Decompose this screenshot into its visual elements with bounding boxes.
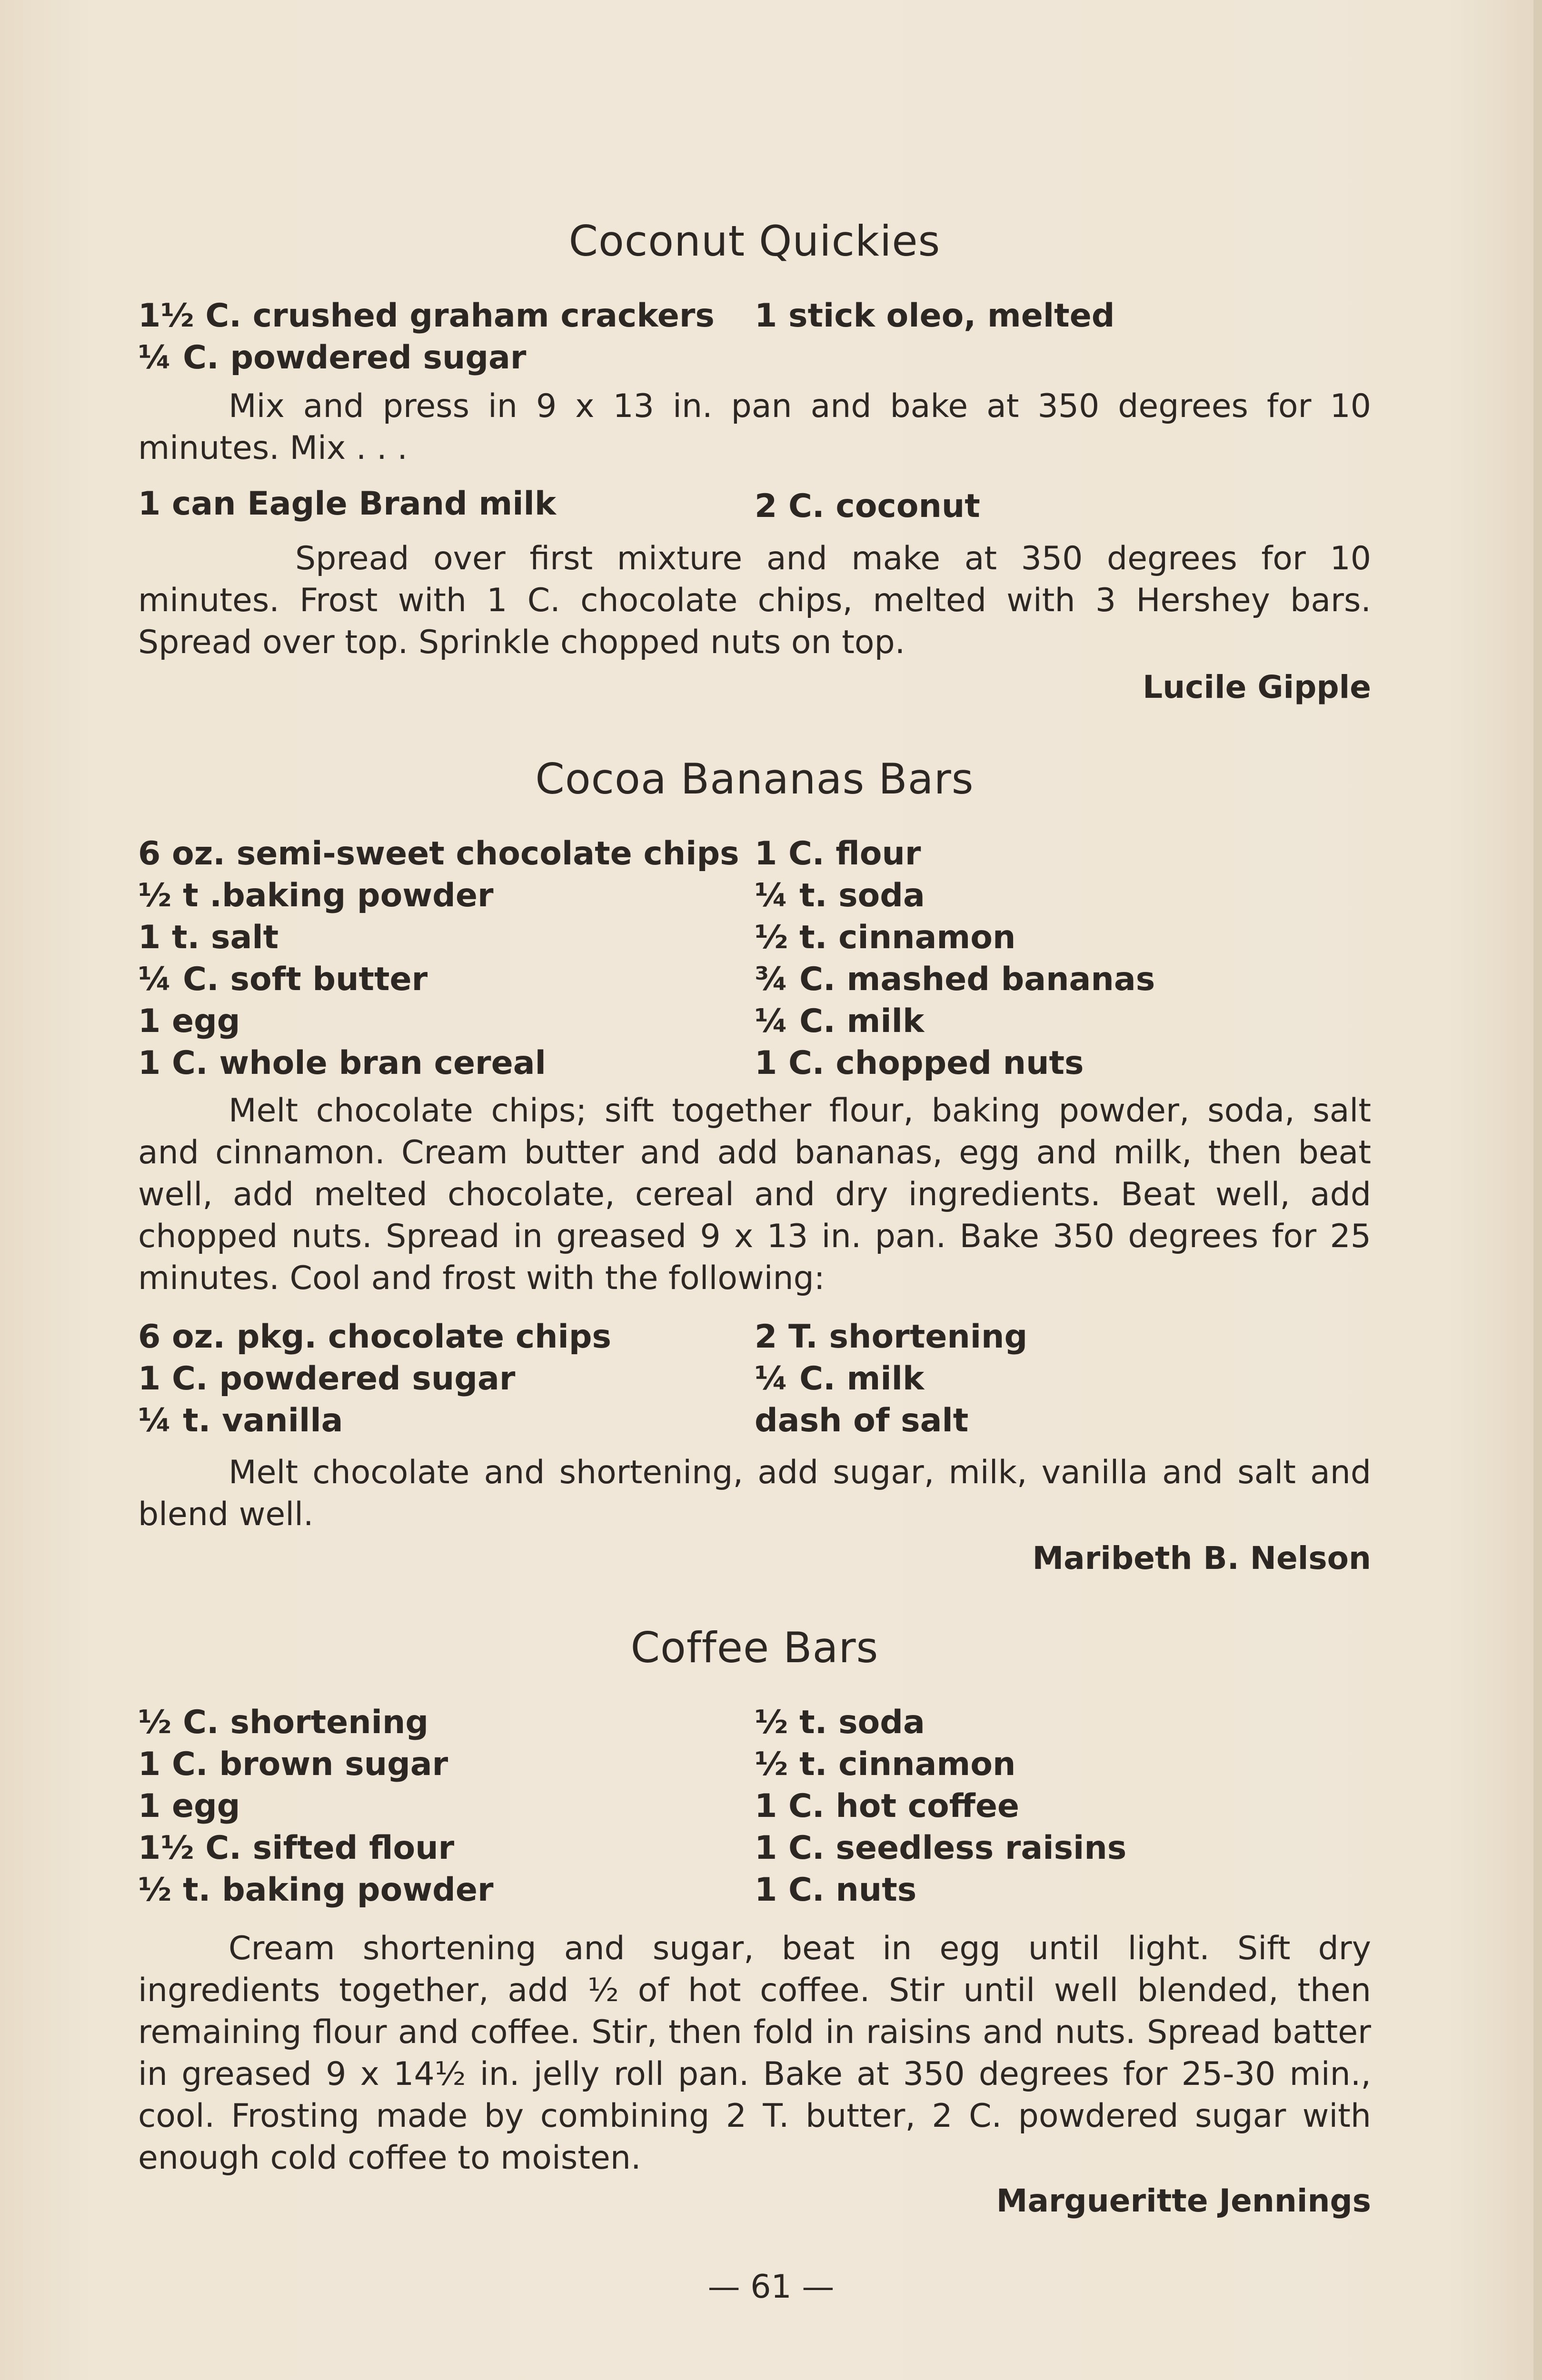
page-number: — 61 — [707,2268,835,2306]
ingredient: 1½ C. sifted flour [138,1829,455,1867]
ingredient-list-right [755,833,1155,1084]
frosting-instructions: Melt chocolate and shortening, add sugar, milk, vanilla and salt and blend well. [138,1454,1371,1533]
ingredient: 1 C. flour [755,835,921,873]
ingredient: 1 egg [138,1787,240,1825]
ingredient: ¼ t. vanilla [138,1402,343,1439]
ingredient: ¼ C. milk [755,1002,925,1040]
ingredient: 1 C. brown sugar [138,1745,448,1783]
recipe-title-coconut-quickies: Coconut Quickies [568,217,941,266]
recipe-title-coffee-bars: Coffee Bars [630,1623,879,1672]
ingredient: ½ t. soda [755,1704,925,1741]
ingredient: 1 C. powdered sugar [138,1360,516,1398]
ingredient: 1 stick oleo, melted [755,297,1115,335]
frosting-ingredient-list-left [138,1316,611,1442]
ingredient: ¼ C. milk [755,1360,925,1398]
recipe-instructions: Spread over first mixture and make at 350 degrees for 10 minutes. Frost with 1 C. chocolate chips, melted with 3 Hershey bars. Spread over top. Sprinkle chopped nuts on top. [138,540,1371,661]
ingredient: 2 T. shortening [755,1318,1028,1356]
ingredient: ½ t. cinnamon [755,1745,1016,1783]
recipe-author: Maribeth B. Nelson [1032,1540,1371,1577]
ingredient-list-right [755,486,980,527]
ingredient: ¼ t. soda [755,877,925,914]
recipe-author: Lucile Gipple [1143,669,1371,705]
ingredient: 1 C. chopped nuts [755,1044,1084,1082]
ingredient: ¾ C. mashed bananas [755,961,1155,998]
recipe-title-cocoa-bananas-bars: Cocoa Bananas Bars [535,754,974,803]
ingredient: 1 C. nuts [755,1871,917,1909]
recipe-author: Margueritte Jennings [996,2182,1371,2219]
ingredient: ½ t. baking powder [138,1871,494,1909]
ingredient: 1½ C. crushed graham crackers [138,297,715,335]
ingredient-list-left [138,1702,493,1911]
recipe-instructions: Cream shortening and sugar, beat in egg until light. Sift dry ingredients together, add ½ of hot coffee. Stir until well blended, then remaining flour and coffee. Stir, then fold in raisins and nuts. Spread batter in greased 9 x 14½ in. jelly roll pan. Bake at 350 degrees for 25-30 min., cool. Frosting made by combining 2 T. butter, 2 C. powdered sugar with enough cold coffee to moisten. [138,1930,1371,2177]
page-edge [1533,0,1542,2380]
ingredient-list-left [138,833,739,1084]
ingredient-list-left [138,483,556,525]
ingredient: ½ t. cinnamon [755,919,1016,956]
ingredient-list-left [138,295,715,379]
ingredient: 6 oz. semi-sweet chocolate chips [138,835,739,873]
ingredient: ½ t .baking powder [138,877,494,914]
ingredient: ¼ C. powdered sugar [138,339,527,377]
ingredient: 6 oz. pkg. chocolate chips [138,1318,612,1356]
ingredient: 1 egg [138,1002,240,1040]
ingredient: 1 C. seedless raisins [755,1829,1127,1867]
recipe-instructions: Melt chocolate chips; sift together flour, baking powder, soda, salt and cinnamon. Cream butter and add bananas, egg and milk, then beat well, add melted chocolate, cereal and dry ingredients. Beat well, add chopped nuts. Spread in greased 9 x 13 in. pan. Bake 350 degrees for 25 minutes. Cool and frost with the following: [138,1092,1371,1297]
ingredient: 2 C. coconut [755,487,980,525]
ingredient: 1 can Eagle Brand milk [138,485,557,523]
ingredient: dash of salt [755,1402,969,1439]
recipe-instructions: Mix and press in 9 x 13 in. pan and bake at 350 degrees for 10 minutes. Mix . . . [138,387,1371,467]
ingredient: ½ C. shortening [138,1704,429,1741]
ingredient-list-right [755,1702,1126,1911]
frosting-ingredient-list-right [755,1316,1027,1442]
ingredient-list-right [755,295,1114,337]
ingredient: 1 t. salt [138,919,279,956]
ingredient: ¼ C. soft butter [138,961,428,998]
ingredient: 1 C. whole bran cereal [138,1044,546,1082]
ingredient: 1 C. hot coffee [755,1787,1020,1825]
